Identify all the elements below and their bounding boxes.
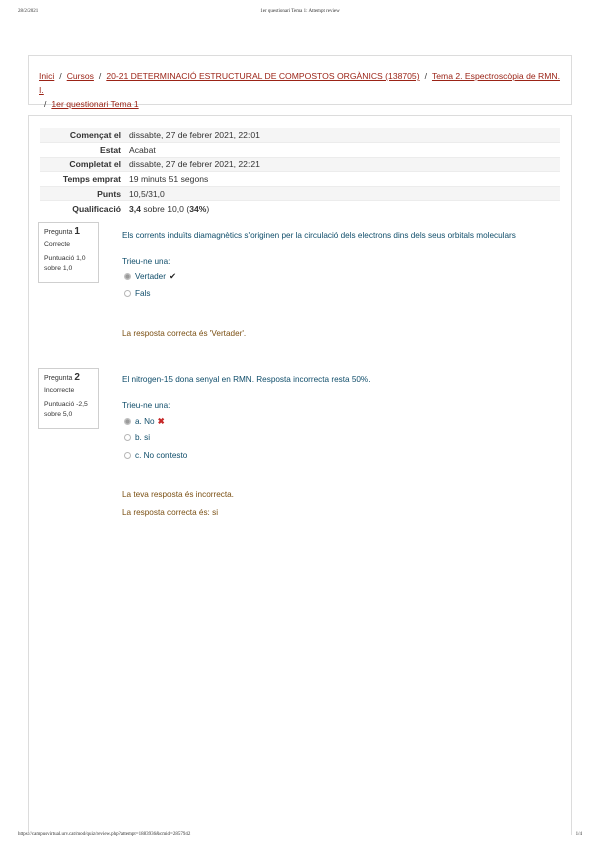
option-label: b. si <box>135 433 151 442</box>
question-text: El nitrogen-15 dona senyal en RMN. Resposta incorrecta resta 50%. <box>122 375 371 384</box>
grade-middle: sobre 10,0 ( <box>140 203 190 214</box>
summary-row-time-taken <box>40 172 560 187</box>
question-info-1 <box>38 222 99 283</box>
breadcrumb-home-link[interactable]: Inici <box>39 71 55 81</box>
question-number-value: 2 <box>74 372 80 383</box>
radio-unselected-icon[interactable] <box>124 434 131 441</box>
option-label: c. No contesto <box>135 451 188 460</box>
question-mark: Puntuació -2,5 sobre 5,0 <box>44 401 88 418</box>
summary-row-grade <box>40 201 560 216</box>
print-date: 28/2/2021 <box>18 9 39 14</box>
print-header <box>0 9 600 19</box>
question-prefix: Pregunta <box>44 229 73 236</box>
right-answer-feedback: La resposta correcta és 'Vertader'. <box>122 329 247 338</box>
summary-row-marks <box>40 186 560 201</box>
answer-option-a[interactable] <box>124 416 165 427</box>
summary-value: 19 minuts 51 segons <box>125 172 560 187</box>
answer-option-b[interactable] <box>124 433 150 442</box>
option-label: a. No <box>135 417 155 426</box>
right-answer-feedback: La resposta correcta és: si <box>122 508 219 517</box>
option-label: Vertader <box>135 272 166 281</box>
print-footer <box>0 832 600 842</box>
grade-end: ) <box>206 203 210 214</box>
correct-check-icon: ✔ <box>168 271 177 281</box>
specific-feedback: La teva resposta és incorrecta. <box>122 490 234 499</box>
radio-unselected-icon[interactable] <box>124 452 131 459</box>
summary-label: Punts <box>40 186 125 201</box>
question-prefix: Pregunta <box>44 375 73 382</box>
grade-score: 3,4 <box>129 203 141 214</box>
radio-unselected-icon[interactable] <box>124 290 131 297</box>
question-info-2 <box>38 368 99 429</box>
breadcrumb-separator: / <box>98 71 102 81</box>
question-number-value: 1 <box>74 226 80 237</box>
answer-option-false[interactable] <box>124 289 150 298</box>
breadcrumb-topic-link[interactable]: Tema 2. Espectroscòpia de RMN. I. <box>39 71 560 95</box>
summary-label: Començat el <box>40 128 125 143</box>
breadcrumb-separator: / <box>424 71 427 81</box>
question-number <box>44 373 93 384</box>
review-container <box>28 115 572 835</box>
answer-prompt: Trieu-ne una: <box>122 257 171 266</box>
answer-prompt: Trieu-ne una: <box>122 401 171 410</box>
question-state: Correcte <box>44 241 71 248</box>
question-text: Els corrents induïts diamagnètics s'originen per la circulació dels electrons dins dels seus orbitals moleculars <box>122 231 516 240</box>
summary-value: dissabte, 27 de febrer 2021, 22:21 <box>125 157 560 172</box>
question-mark: Puntuació 1,0 sobre 1,0 <box>44 255 86 272</box>
breadcrumb-quiz-link[interactable]: 1er questionari Tema 1 <box>51 99 139 109</box>
summary-value: dissabte, 27 de febrer 2021, 22:01 <box>125 128 560 143</box>
print-url: https://campusvirtual.urv.cat/mod/quiz/review.php?attempt=1883936&cmid=2857942 <box>18 832 191 837</box>
summary-label: Completat el <box>40 157 125 172</box>
radio-selected-icon[interactable] <box>124 273 131 280</box>
answer-option-c[interactable] <box>124 451 187 460</box>
summary-row-started <box>40 128 560 143</box>
question-number <box>44 227 93 238</box>
summary-label: Qualificació <box>40 201 125 216</box>
breadcrumb-separator: / <box>59 71 62 81</box>
summary-label: Temps emprat <box>40 172 125 187</box>
option-label: Fals <box>135 289 151 298</box>
summary-row-state <box>40 143 560 158</box>
summary-value: Acabat <box>125 143 560 158</box>
print-page-number: 1/4 <box>575 832 582 837</box>
breadcrumb-separator: / <box>44 99 47 109</box>
breadcrumb-course-link[interactable]: 20-21 DETERMINACIÓ ESTRUCTURAL DE COMPOSTOS ORGÀNICS (138705) <box>106 71 420 81</box>
radio-selected-icon[interactable] <box>124 418 131 425</box>
breadcrumb-courses-link[interactable]: Cursos <box>66 71 94 81</box>
breadcrumb <box>28 55 572 109</box>
summary-value <box>125 201 560 216</box>
grade-percent: 34% <box>189 203 207 214</box>
attempt-summary-table <box>40 128 560 216</box>
question-state: Incorrecte <box>44 387 75 394</box>
summary-row-completed <box>40 157 560 172</box>
incorrect-cross-icon: ✖ <box>157 416 165 426</box>
answer-option-true[interactable] <box>124 271 176 282</box>
summary-value: 10,5/31,0 <box>125 186 560 201</box>
summary-label: Estat <box>40 143 125 158</box>
print-title: 1er questionari Tema 1: Attempt review <box>260 9 340 14</box>
